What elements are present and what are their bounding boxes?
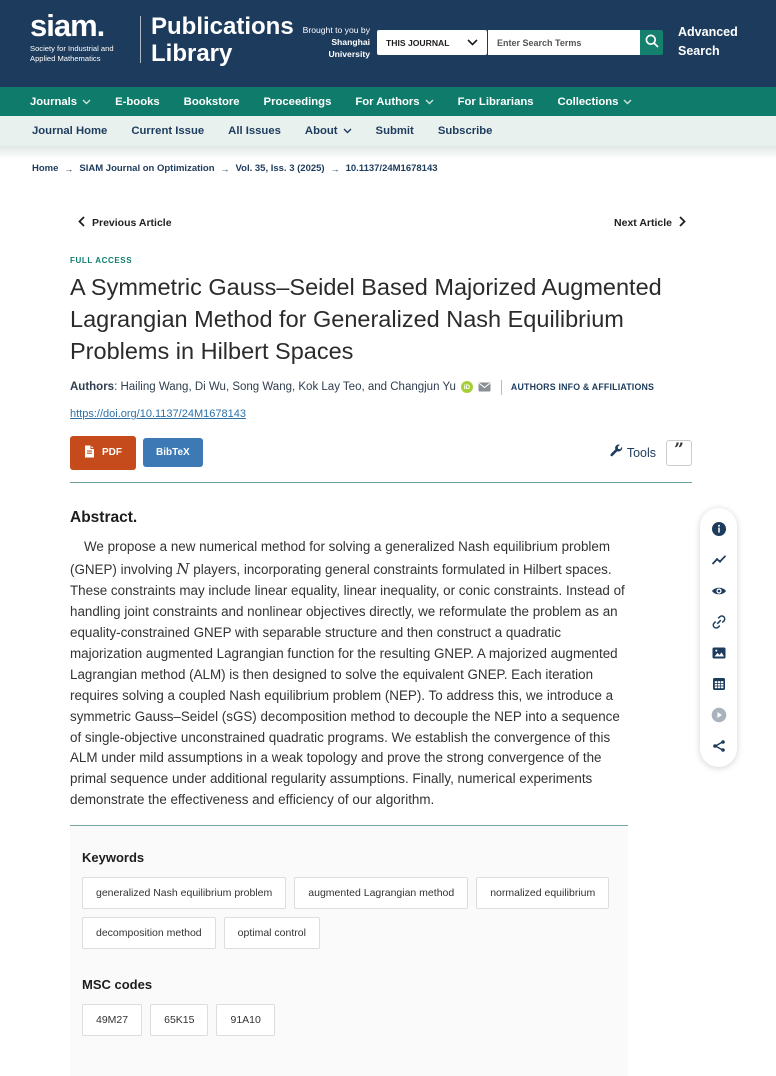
article-title: A Symmetric Gauss–Seidel Based Majorized Augmented Lagrangian Method for Generalized Nash Equilibrium Problems in Hilbert Spaces <box>70 274 662 364</box>
breadcrumb-journal[interactable]: SIAM Journal on Optimization <box>79 163 215 174</box>
breadcrumb-doi[interactable]: 10.1137/24M1678143 <box>345 163 438 174</box>
search-input[interactable] <box>488 30 640 55</box>
keywords-heading: Keywords <box>82 850 145 866</box>
site-title[interactable]: Publications Library <box>151 13 294 68</box>
tables-icon[interactable] <box>711 676 727 692</box>
breadcrumb-issue[interactable]: Vol. 35, Iss. 3 (2025) <box>235 163 325 174</box>
siam-logo[interactable] <box>30 8 114 64</box>
journal-nav-about[interactable]: About <box>305 125 352 137</box>
msc-tag[interactable]: 65K15 <box>150 1004 208 1036</box>
nav-item-for-librarians[interactable]: For Librarians <box>457 95 534 108</box>
access-badge: FULL ACCESS <box>70 256 133 265</box>
siam-logo-tagline: Society for Industrial and Applied Mathematics <box>30 43 114 63</box>
keyword-tag[interactable]: generalized Nash equilibrium problem <box>82 877 286 909</box>
journal-nav-submit[interactable]: Submit <box>375 125 414 137</box>
site-header <box>0 0 776 87</box>
keyword-tags <box>82 877 616 949</box>
tools-button[interactable]: Tools <box>609 444 656 461</box>
nav-item-for-authors[interactable]: For Authors <box>355 96 433 108</box>
msc-tag[interactable]: 49M27 <box>82 1004 142 1036</box>
search-icon <box>645 34 659 51</box>
orcid-icon[interactable]: iD <box>461 381 473 393</box>
link-icon[interactable] <box>711 614 727 630</box>
nav-item-journals[interactable]: Journals <box>30 96 91 108</box>
chevron-left-icon <box>78 216 85 230</box>
eye-icon[interactable] <box>711 583 727 599</box>
msc-tags <box>82 1004 616 1036</box>
abstract-heading: Abstract. <box>70 508 138 526</box>
article-pagination <box>70 216 692 230</box>
breadcrumb-separator: → <box>64 163 74 174</box>
journal-nav-home[interactable]: Journal Home <box>32 125 108 137</box>
bibtex-button[interactable]: BibTeX <box>143 438 203 467</box>
breadcrumb-separator: → <box>330 163 340 174</box>
keywords-panel <box>70 825 628 1076</box>
side-toolbar <box>700 508 737 767</box>
siam-logo-word: siam. <box>30 8 105 43</box>
doi-link[interactable]: https://doi.org/10.1137/24M1678143 <box>70 407 246 420</box>
brought-to-you-by: Brought to you by Shanghai University <box>302 25 370 60</box>
primary-nav <box>0 87 776 116</box>
chevron-down-icon <box>82 96 91 108</box>
authors-label: Authors <box>70 381 115 394</box>
math-symbol: N <box>176 559 190 578</box>
msc-heading: MSC codes <box>82 977 153 993</box>
chevron-down-icon <box>467 38 478 48</box>
journal-nav <box>0 116 776 146</box>
info-icon[interactable] <box>711 521 727 537</box>
email-icon[interactable] <box>478 382 491 392</box>
authors-row <box>70 380 692 395</box>
authors-info-link[interactable]: AUTHORS INFO & AFFILIATIONS <box>510 382 655 393</box>
search-button[interactable] <box>640 30 663 55</box>
abstract-text: We propose a new numerical method for solving a generalized Nash equilibrium problem (GNEP) involving N players, incorporating general constraints formulated in Hilbert spaces. These constraints may include linear equality, linear inequality, or conic constraints. Instead of handling joint constraints and nonlinear objectives directly, we reformulate the problem as an equality-constrained GNEP with separable structure and then construct a quadratic majorization augmented Lagrangian function for the resulting GNEP. A majorized augmented Lagrangian method (ALM) is then designed to solve the equivalent GNEP. Each iteration requires solving a coupled Nash equilibrium problem (NEP). To address this, we introduce a symmetric Gauss–Seidel (sGS) decomposition method to decouple the NEP into a sequence of single-objective unconstrained quadratic programs. We establish the convergence of this ALM under mild assumptions in a weak topology and prove the strong convergence of the primal sequence under additional regularity assumptions. Finally, numerical experiments demonstrate the effectiveness and efficiency of our algorithm. <box>70 538 625 808</box>
figures-icon[interactable] <box>711 645 727 661</box>
previous-article-link[interactable]: Previous Article <box>78 216 172 230</box>
header-divider <box>140 16 141 63</box>
breadcrumb-home[interactable]: Home <box>32 163 59 174</box>
article-actions <box>70 436 692 470</box>
chevron-down-icon <box>623 96 632 108</box>
quote-icon: ” <box>674 439 684 460</box>
keyword-tag[interactable]: augmented Lagrangian method <box>294 877 468 909</box>
pdf-file-icon <box>84 445 95 461</box>
share-icon[interactable] <box>711 738 727 754</box>
pdf-button[interactable]: PDF <box>70 436 136 470</box>
authors-divider <box>501 380 502 395</box>
actions-right <box>609 440 692 466</box>
chevron-right-icon <box>679 216 686 230</box>
keyword-tag[interactable]: decomposition method <box>82 917 216 949</box>
media-play-icon[interactable] <box>711 707 727 723</box>
nav-item-bookstore[interactable]: Bookstore <box>183 95 240 108</box>
journal-nav-current-issue[interactable]: Current Issue <box>131 125 205 137</box>
divider <box>70 482 692 483</box>
wrench-icon <box>609 444 623 461</box>
keyword-tag[interactable]: optimal control <box>224 917 320 949</box>
metrics-icon[interactable] <box>711 552 727 568</box>
breadcrumb <box>32 163 438 174</box>
nav-shadow <box>0 146 776 159</box>
journal-nav-subscribe[interactable]: Subscribe <box>437 125 493 137</box>
next-article-link[interactable]: Next Article <box>614 216 686 230</box>
journal-nav-all-issues[interactable]: All Issues <box>228 125 281 137</box>
cite-button[interactable] <box>666 440 692 466</box>
advanced-search-link[interactable]: Advanced Search <box>678 25 738 59</box>
keyword-tag[interactable]: normalized equilibrium <box>476 877 609 909</box>
chevron-down-icon <box>343 125 352 137</box>
nav-item-collections[interactable]: Collections <box>558 96 633 108</box>
nav-item-proceedings[interactable]: Proceedings <box>263 95 332 108</box>
nav-item-ebooks[interactable]: E-books <box>115 95 160 108</box>
chevron-down-icon <box>425 96 434 108</box>
article-card <box>70 200 692 1076</box>
msc-tag[interactable]: 91A10 <box>216 1004 274 1036</box>
authors-names[interactable]: : Hailing Wang, Di Wu, Song Wang, Kok Lay Teo, and Changjun Yu <box>114 381 456 394</box>
breadcrumb-separator: → <box>220 163 230 174</box>
search-scope-dropdown[interactable]: THIS JOURNAL <box>377 30 487 55</box>
